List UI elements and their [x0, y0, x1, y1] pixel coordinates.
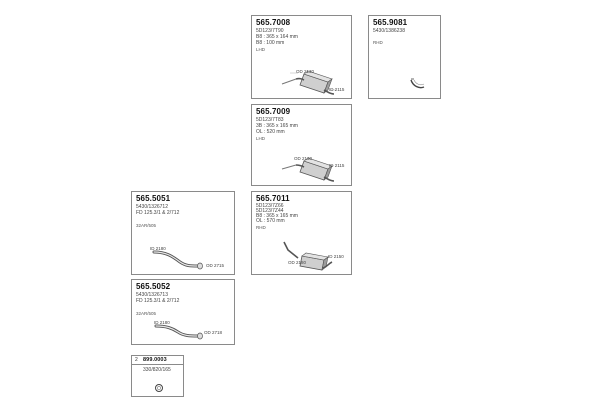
part-dimension: B8 : 365 x 165 mm [256, 213, 298, 219]
callout-left: OD 2130 [296, 69, 315, 74]
callout-right: OD 2715 [206, 263, 225, 268]
part-ref-2: 5D123/7Z44 [256, 208, 284, 214]
part-spec: FD 125.3/1 & 2/712 [136, 298, 180, 304]
part-card-899-0003[interactable] [131, 355, 184, 397]
pipe-drawing [132, 192, 236, 276]
model-note: 32AR/505 [136, 223, 157, 228]
part-code: 565.5052 [136, 282, 171, 291]
muffler-drawing [252, 105, 353, 187]
part-card-565-7011[interactable] [251, 191, 352, 275]
callout-left: ID 2180 [150, 246, 166, 251]
callout-left: OD 2130 [294, 156, 313, 161]
callout-right: ID 2115 [329, 163, 345, 168]
part-length: OL : 520 mm [256, 129, 285, 135]
part-ref: 5D123/7T83 [256, 117, 284, 123]
callout-right: ID 2115 [329, 87, 345, 92]
pipe-drawing [132, 280, 236, 346]
part-code: 565.7008 [256, 18, 291, 27]
part-ref: 5430/1386238 [373, 28, 405, 34]
part-code: 565.5051 [136, 194, 171, 203]
part-code: 565.7011 [256, 194, 290, 203]
clamp-drawing [132, 356, 185, 398]
part-card-565-5052[interactable] [131, 279, 235, 345]
part-card-565-9081[interactable] [368, 15, 441, 99]
part-ref: 5430/1326713 [136, 292, 168, 298]
part-spec: FD 125.3/1 & 2/712 [136, 210, 180, 216]
part-card-565-7009[interactable] [251, 104, 352, 186]
callout-right: OD 2718 [204, 330, 223, 335]
part-ref: 330/820/165 [143, 367, 171, 373]
part-ref: 5D123/7T90 [256, 28, 284, 34]
drive-side-note: LHD [256, 136, 266, 141]
muffler-drawing [252, 192, 353, 276]
model-note: 32AR/505 [136, 311, 157, 316]
muffler-drawing [252, 16, 353, 100]
part-code: 899.0003 [143, 357, 167, 363]
drive-side-note: RHD [373, 40, 383, 45]
part-code: 565.7009 [256, 107, 291, 116]
part-ref: 5D123/7Z66 [256, 203, 284, 209]
pipe-bend-drawing [369, 16, 442, 100]
part-ref: 5430/1326712 [136, 204, 168, 210]
part-dimension: 3B : 365 x 165 mm [256, 123, 298, 129]
callout-left: ID 2180 [154, 320, 170, 325]
part-dimension: B8 : 365 x 164 mm [256, 34, 298, 40]
part-card-565-5051[interactable] [131, 191, 235, 275]
part-code: 565.9081 [373, 18, 408, 27]
drive-side-note: LHD [256, 47, 266, 52]
callout-right: ID 2150 [328, 254, 344, 259]
item-index: 2 [135, 357, 138, 363]
part-card-565-7008[interactable] [251, 15, 352, 99]
drive-side-note: RHD [256, 225, 266, 230]
part-length: B8 : 100 mm [256, 40, 285, 46]
part-length: OL : 570 mm [256, 218, 285, 224]
callout-left: OD 2180 [288, 260, 307, 265]
